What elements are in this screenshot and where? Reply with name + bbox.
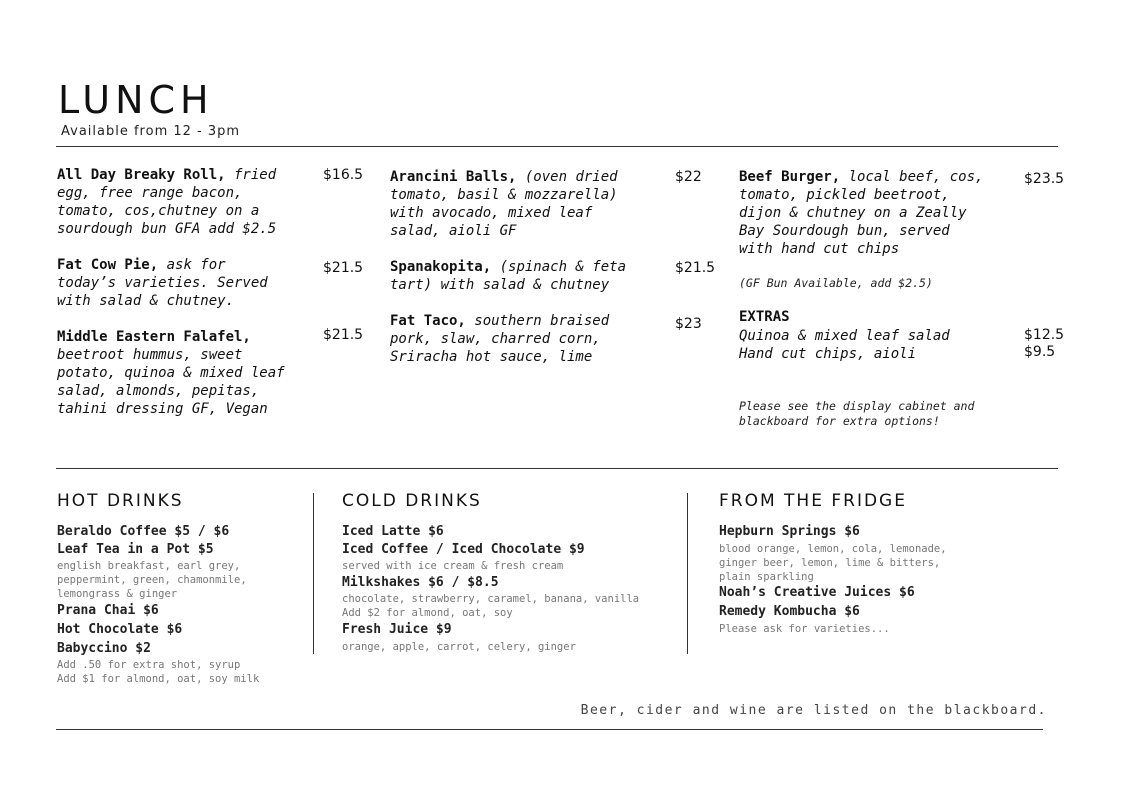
- drink-name: Babyccino $2: [57, 641, 151, 656]
- drink-name: Beraldo Coffee $5 / $6: [57, 524, 230, 539]
- item-name: Fat Cow Pie,: [57, 257, 159, 273]
- fridge-title: FROM THE FRIDGE: [719, 491, 907, 511]
- cabinet-note: Please see the display cabinet and blackboard for extra options!: [739, 399, 975, 428]
- extra-item-name: Hand cut chips, aioli: [739, 346, 917, 362]
- menu-item-fat-cow-pie: [57, 256, 317, 310]
- item-desc: ask for today’s varieties. Served with salad & chutney.: [57, 257, 268, 309]
- menu-item-falafel: [57, 328, 317, 418]
- footer-divider: [56, 729, 1043, 730]
- footer-note: Beer, cider and wine are listed on the blackboard.: [580, 703, 1047, 718]
- menu-item-fat-taco: [390, 312, 660, 366]
- menu-item-beef-burger: [739, 168, 1014, 258]
- item-desc: southern braised pork, slaw, charred corn, Sriracha hot sauce, lime: [390, 313, 610, 365]
- item-price: $23: [675, 316, 702, 332]
- item-desc: (spinach & feta tart) with salad & chutney: [390, 259, 627, 293]
- drink-desc: orange, apple, carrot, celery, ginger: [342, 641, 576, 653]
- drink-name: Iced Latte $6: [342, 524, 444, 539]
- item-desc: local beef, cos, tomato, pickled beetroot, dijon & chutney on a Zeally Bay Sourdough bun, served with hand cut chips: [739, 169, 984, 257]
- drink-name: Hot Chocolate $6: [57, 622, 183, 637]
- drink-name: Remedy Kombucha $6: [719, 604, 860, 619]
- drink-name: Milkshakes $6 / $8.5: [342, 575, 499, 590]
- item-name: Fat Taco,: [390, 313, 466, 329]
- item-desc: beetroot hummus, sweet potato, quinoa & mixed leaf salad, almonds, pepitas, tahini dressing GF, Vegan: [57, 347, 285, 417]
- menu-item-spanakopita: [390, 258, 660, 294]
- cold-drinks-title: COLD DRINKS: [342, 491, 482, 511]
- menu-item-breaky-roll: [57, 166, 317, 238]
- item-price: $16.5: [323, 167, 364, 183]
- item-name: Spanakopita,: [390, 259, 492, 275]
- hot-drinks-title: HOT DRINKS: [57, 491, 184, 511]
- drink-name: Iced Coffee / Iced Chocolate $9: [342, 542, 585, 557]
- drink-name: Prana Chai $6: [57, 603, 159, 618]
- page-subtitle: Available from 12 - 3pm: [61, 124, 241, 139]
- item-price: $23.5: [1024, 171, 1065, 187]
- item-name: Arancini Balls,: [390, 169, 517, 185]
- page-title: LUNCH: [58, 78, 214, 122]
- drink-desc: chocolate, strawberry, caramel, banana, vanilla Add $2 for almond, oat, soy: [342, 593, 640, 619]
- drink-name: Hepburn Springs $6: [719, 524, 860, 539]
- menu-item-arancini: [390, 168, 660, 240]
- gf-bun-note: (GF Bun Available, add $2.5): [739, 276, 933, 290]
- item-name: All Day Breaky Roll,: [57, 167, 226, 183]
- drink-desc: Add .50 for extra shot, syrup Add $1 for almond, oat, soy milk: [57, 659, 260, 685]
- drink-desc: served with ice cream & fresh cream: [342, 560, 564, 572]
- drink-name: Leaf Tea in a Pot $5: [57, 542, 214, 557]
- drink-desc: Please ask for varieties...: [719, 623, 890, 635]
- extra-item-name: Quinoa & mixed leaf salad: [739, 328, 950, 344]
- item-price: $21.5: [675, 260, 716, 276]
- drink-desc: english breakfast, earl grey, peppermint, green, chamonmile, lemongrass & ginger: [57, 560, 247, 600]
- lunch-divider: [56, 468, 1058, 469]
- item-price: $21.5: [323, 260, 364, 276]
- column-divider: [313, 493, 314, 654]
- drink-name: Fresh Juice $9: [342, 622, 452, 637]
- item-name: Beef Burger,: [739, 169, 841, 185]
- header-divider: [56, 146, 1058, 147]
- extra-item-price: $12.5: [1024, 327, 1065, 343]
- item-price: $22: [675, 169, 702, 185]
- extras-title: EXTRAS: [739, 309, 790, 325]
- extra-item-price: $9.5: [1024, 344, 1056, 360]
- drink-name: Noah’s Creative Juices $6: [719, 585, 915, 600]
- item-desc: (oven dried tomato, basil & mozzarella) with avocado, mixed leaf salad, aioli GF: [390, 169, 618, 239]
- item-price: $21.5: [323, 327, 364, 343]
- item-name: Middle Eastern Falafel,: [57, 329, 251, 345]
- item-desc: fried egg, free range bacon, tomato, cos,chutney on a sourdough bun GFA add $2.5: [57, 167, 277, 237]
- drink-desc: blood orange, lemon, cola, lemonade, ginger beer, lemon, lime & bitters, plain sparkling: [719, 543, 947, 583]
- column-divider: [687, 493, 688, 654]
